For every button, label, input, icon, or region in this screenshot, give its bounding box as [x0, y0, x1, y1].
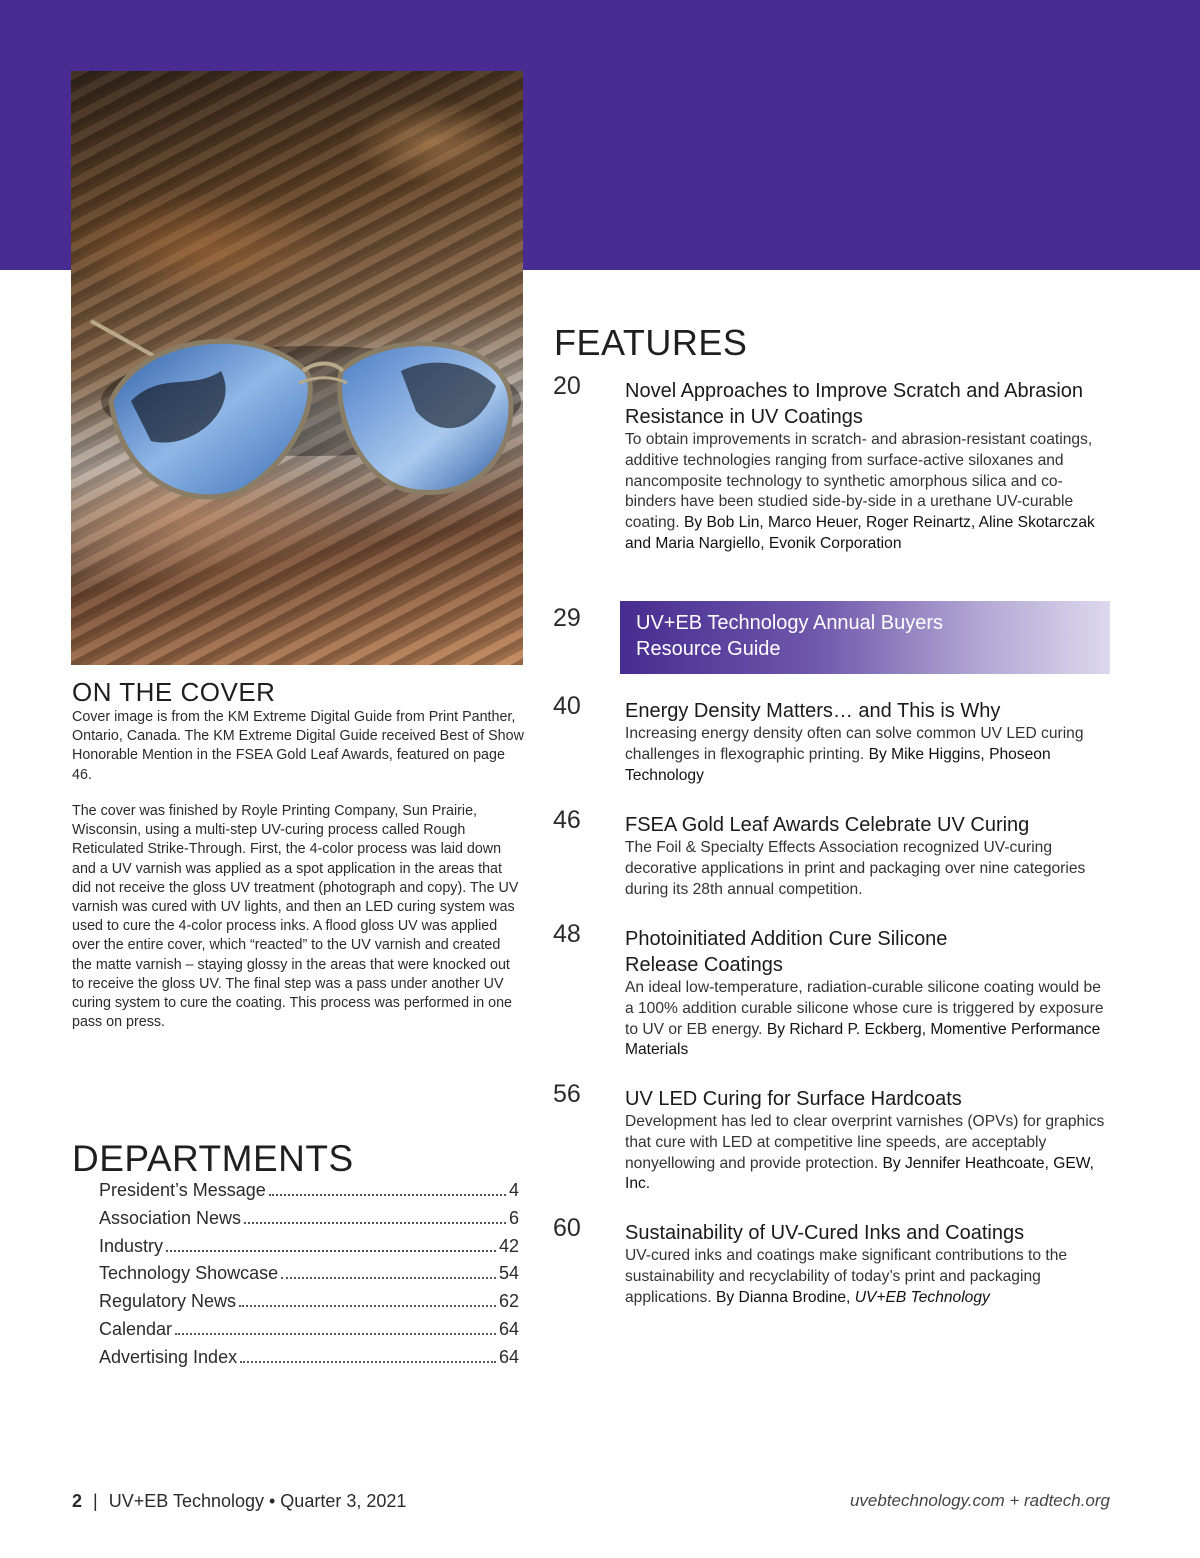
department-item[interactable] [99, 1319, 519, 1347]
dot-leader [269, 1194, 506, 1196]
dot-leader [281, 1277, 496, 1279]
feature-description [625, 978, 1113, 1061]
feature-description [625, 724, 1113, 786]
department-item[interactable] [99, 1180, 519, 1208]
department-label: Technology Showcase [99, 1263, 279, 1284]
cover-paragraph-1: Cover image is from the KM Extreme Digital Guide from Print Panther, Ontario, Canada. The KM Extreme Digital Guide received Best of Show Honorable Mention in the FSEA Gold Leaf Awards, featured on page 46. [72, 709, 524, 783]
department-page: 42 [498, 1235, 519, 1256]
feature-page-number: 20 [553, 372, 581, 400]
feature-page-number: 60 [553, 1214, 581, 1242]
cover-image [71, 71, 523, 665]
department-label: Association News [99, 1207, 242, 1228]
feature-title: Energy Density Matters… and This is Why [625, 700, 1001, 722]
feature-page-number: 48 [553, 920, 581, 948]
feature-description [625, 838, 1113, 900]
department-page: 6 [508, 1207, 519, 1228]
department-page: 4 [508, 1180, 519, 1200]
department-label: Industry [99, 1235, 164, 1256]
banner-text: UV+EB Technology Annual Buyers Resource Guide [636, 612, 944, 660]
departments-heading: DEPARTMENTS [72, 1138, 354, 1179]
feature-page-number: 46 [553, 806, 581, 834]
departments-list [99, 1180, 519, 1375]
department-page: 54 [498, 1263, 519, 1284]
feature-page-number: 29 [553, 604, 581, 632]
feature-summary: UV-cured inks and coatings make significant contributions to the sustainability and recyclability of today’s print and packaging applications. [625, 1247, 1068, 1306]
feature-description [625, 1112, 1113, 1195]
dot-leader [166, 1250, 496, 1252]
buyers-guide-banner[interactable] [620, 601, 1110, 674]
department-label: Advertising Index [99, 1346, 238, 1367]
feature-byline: By Dianna Brodine, [716, 1288, 851, 1306]
feature-page-number: 56 [553, 1080, 581, 1108]
department-item[interactable] [99, 1236, 519, 1264]
feature-page-number: 40 [553, 692, 581, 720]
feature-summary: Development has led to clear overprint varnishes (OPVs) for graphics that cure with LED at competitive line speeds, are acceptably nonyellowing and provide protection. [625, 1113, 1105, 1172]
feature-byline: By Bob Lin, Marco Heuer, Roger Reinartz, Aline Skotarczak and Maria Nargiello, Evonik Corporation [625, 514, 1095, 552]
feature-title: Novel Approaches to Improve Scratch and Abrasion Resistance in UV Coatings [625, 380, 1084, 428]
feature-title: FSEA Gold Leaf Awards Celebrate UV Curing [625, 814, 1030, 836]
feature-summary: Increasing energy density often can solve common UV LED curing challenges in flexographic printing. [625, 725, 1084, 763]
feature-byline: By Richard P. Eckberg, Momentive Performance Materials [625, 1020, 1101, 1059]
feature-summary: To obtain improvements in scratch- and abrasion-resistant coatings, additive technologies ranging from surface-active siloxanes and nancomposite technology to synthetic amorphous silica and co-binders have been studied side-by-side in a urethane UV-curable coating. [625, 431, 1093, 532]
cover-paragraph-2: The cover was finished by Royle Printing Company, Sun Prairie, Wisconsin, using a multi-step UV-curing process called Rough Reticulated Strike-Through. First, the 4-color process was laid down and a UV varnish was applied as a spot application in the areas that did not receive the gloss UV treatment (photograph and copy). The UV varnish was cured with UV lights, and then an LED curing system was used to cure the 4-color process inks. A flood gloss UV was applied over the entire cover, which “reacted” to the UV varnish and created the matte varnish – staying glossy in the areas that were knocked out to receive the gloss UV. The final step was a pass under another UV curing system to cure the coating. This process was performed in one pass on press. [72, 803, 519, 1031]
feature-byline: By Mike Higgins, Phoseon Technology [625, 745, 1051, 784]
department-item[interactable] [99, 1263, 519, 1291]
department-page: 64 [498, 1318, 519, 1339]
footer-page-number: 2 [72, 1491, 83, 1511]
sunglasses-illustration [71, 71, 523, 665]
feature-description [625, 430, 1113, 555]
feature-description [625, 1246, 1113, 1308]
feature-title: Photoinitiated Addition Cure Silicone Release Coatings [625, 928, 948, 976]
department-page: 64 [498, 1346, 519, 1367]
feature-byline: By Jennifer Heathcoate, GEW, Inc. [625, 1154, 1094, 1193]
dot-leader [240, 1361, 496, 1363]
department-label: President’s Message [99, 1180, 266, 1200]
footer-websites[interactable]: uvebtechnology.com + radtech.org [849, 1491, 1110, 1510]
footer-folio [72, 1491, 406, 1512]
department-page: 62 [498, 1291, 519, 1312]
feature-byline-publication: UV+EB Technology [854, 1288, 990, 1306]
feature-summary: An ideal low-temperature, radiation-curable silicone coating would be a 100% addition curable silicone whose cure is triggered by exposure to UV or EB energy. [625, 979, 1104, 1038]
feature-title: Sustainability of UV-Cured Inks and Coatings [625, 1222, 1025, 1244]
feature-title: UV LED Curing for Surface Hardcoats [625, 1088, 962, 1110]
dot-leader [244, 1222, 506, 1224]
department-item[interactable] [99, 1208, 519, 1236]
dot-leader [239, 1305, 496, 1307]
department-item[interactable] [99, 1291, 519, 1319]
on-the-cover-heading: ON THE COVER [72, 677, 276, 707]
footer-publication: UV+EB Technology • Quarter 3, 2021 [108, 1491, 407, 1511]
department-item[interactable] [99, 1347, 519, 1375]
features-heading: FEATURES [554, 322, 748, 363]
department-label: Calendar [99, 1318, 173, 1339]
dot-leader [175, 1333, 496, 1335]
feature-summary: The Foil & Specialty Effects Association recognized UV-curing decorative applications in print and packaging over nine categories during its 28th annual competition. [625, 839, 1086, 898]
department-label: Regulatory News [99, 1291, 237, 1312]
footer-separator: | [93, 1491, 98, 1511]
